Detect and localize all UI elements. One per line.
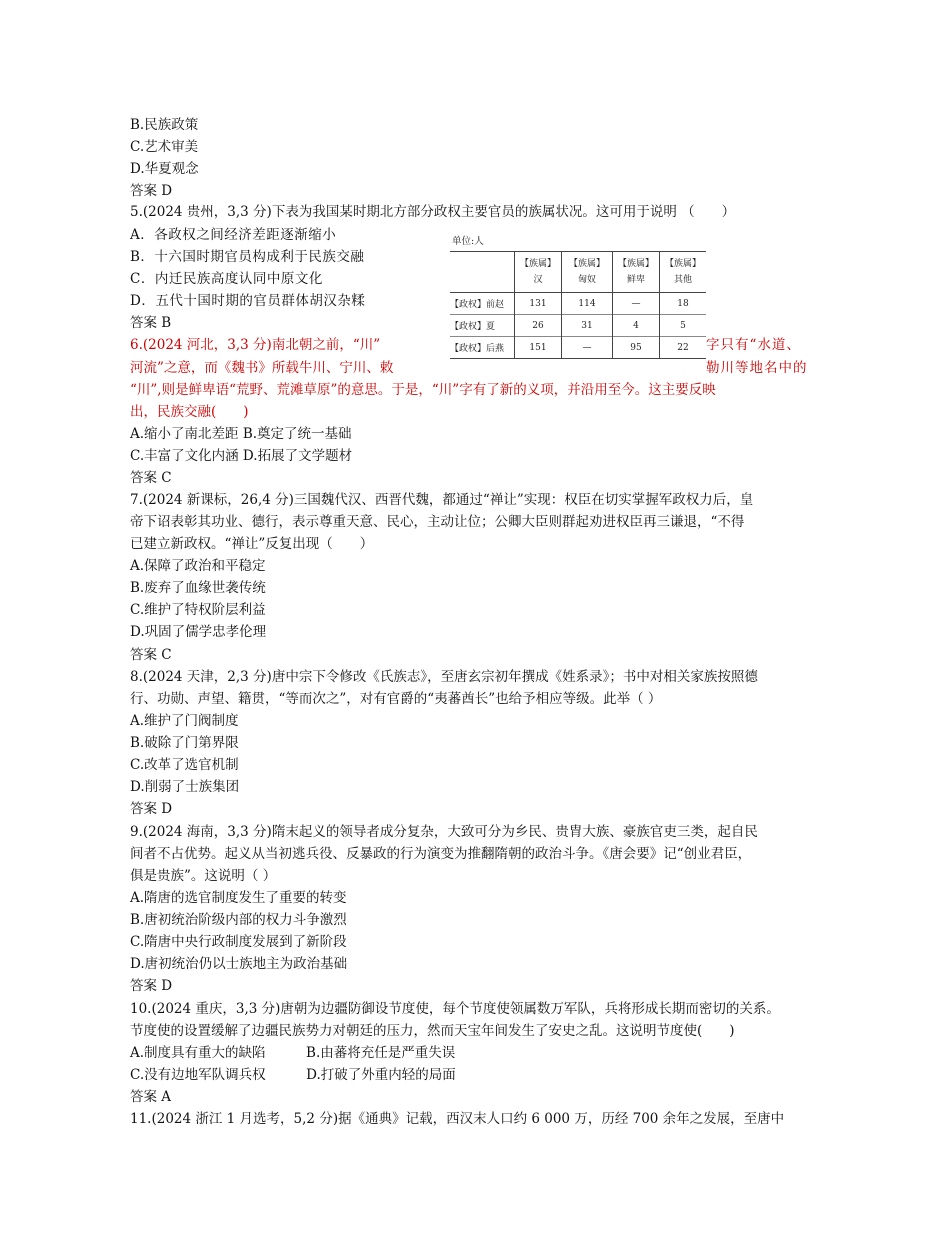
question-11-stem-1: 11.(2024 浙江 1 月选考，5,2 分)据《通典》记载，西汉末人口约 6 000 万，历经 700 余年之发展，至唐中 — [130, 1111, 785, 1127]
question-9-stem-3: 俱是贵族”。这说明（ ） — [130, 868, 277, 884]
q8-option-c: C.改革了选官机制 — [130, 757, 239, 773]
table-cell: 【政权】夏 — [450, 315, 515, 337]
table-row — [450, 315, 706, 337]
q9-option-b: B.唐初统治阶级内部的权力斗争激烈 — [130, 912, 347, 928]
table-header-row — [450, 252, 706, 293]
q9-option-a: A.隋唐的选官制度发生了重要的转变 — [130, 890, 347, 906]
question-6-stem-part2-right: 勒川等地名中的 — [706, 360, 808, 376]
q10-options-cd: C.没有边地军队调兵权 D.打破了外重内轻的局面 — [130, 1067, 456, 1083]
table-cell: 4 — [613, 315, 660, 337]
table-cell: 【政权】前赵 — [450, 293, 515, 315]
q6-options-cd: C.丰富了文化内涵 D.拓展了文学题材 — [130, 448, 353, 464]
table-header-cell: 【族属】 鲜卑 — [613, 252, 660, 293]
table-header-cell: 【族属】 其他 — [660, 252, 707, 293]
table-cell: 114 — [562, 293, 613, 315]
answer-q5: 答案 B — [130, 315, 172, 331]
question-6-stem-part1: 6.(2024 河北，3,3 分)南北朝之前，“川” — [130, 337, 381, 353]
question-10-stem-1: 10.(2024 重庆，3,3 分)唐朝为边疆防御设节度使，每个节度使领属数万军队，兵将形成长期而密切的关系。 — [130, 1001, 780, 1017]
table-cell: 95 — [613, 337, 660, 359]
q7-option-b: B.废弃了血缘世袭传统 — [130, 580, 266, 596]
table-cell: 151 — [515, 337, 562, 359]
table-header-cell: 【族属】 汉 — [515, 252, 562, 293]
q5-option-c: C．内迁民族高度认同中原文化 — [130, 271, 323, 287]
table-cell: 131 — [515, 293, 562, 315]
answer-q8: 答案 D — [130, 801, 173, 817]
question-5-stem: 5.(2024 贵州，3,3 分)下表为我国某时期北方部分政权主要官员的族属状况。这可用于说明 （ ） — [130, 204, 736, 220]
question-8-stem-1: 8.(2024 天津，2,3 分)唐中宗下令修改《氏族志》，至唐玄宗初年撰成《姓系录》；书中对相关家族按照德 — [130, 669, 758, 685]
q7-option-c: C.维护了特权阶层利益 — [130, 602, 266, 618]
table-cell: 31 — [562, 315, 613, 337]
table-row — [450, 293, 706, 315]
table-cell: — — [562, 337, 613, 359]
table-cell: 22 — [660, 337, 707, 359]
question-7-stem-3: 已建立新政权。“禅让”反复出现（ ） — [130, 536, 374, 552]
q5-option-a: A．各政权之间经济差距逐渐缩小 — [130, 227, 337, 243]
question-8-stem-2: 行、功勋、声望、籍贯，“等而次之”，对有官爵的“夷蕃酋长”也给予相应等级。此举（ ） — [130, 691, 662, 707]
q5-option-b: B．十六国时期官员构成利于民族交融 — [130, 249, 365, 265]
table-cell: 【政权】后燕 — [450, 337, 515, 359]
table-header-corner — [450, 252, 515, 293]
q5-option-d: D．五代十国时期的官员群体胡汉杂糅 — [130, 293, 366, 309]
q6-options-ab: A.缩小了南北差距 B.奠定了统一基础 — [130, 426, 352, 442]
answer-q6: 答案 C — [130, 470, 172, 486]
option-b-q4: B.民族政策 — [130, 117, 199, 133]
q9-option-d: D.唐初统治仍以士族地主为政治基础 — [130, 956, 348, 972]
table-cell: — — [613, 293, 660, 315]
answer-q10: 答案 A — [130, 1089, 172, 1105]
ethnicity-table — [450, 251, 706, 359]
q7-option-d: D.巩固了儒学忠孝伦理 — [130, 624, 267, 640]
question-7-stem-1: 7.(2024 新课标，26,4 分)三国魏代汉、西晋代魏，都通过“禅让”实现：权臣在切实掌握军政权力后，皇 — [130, 492, 754, 508]
table-cell: 18 — [660, 293, 707, 315]
answer-q9: 答案 D — [130, 978, 173, 994]
question-6-stem-part1-right: 字只有“水道、 — [706, 337, 801, 353]
question-6-stem-part2: 河流”之意，而《魏书》所载牛川、宁川、敕 — [130, 360, 394, 376]
answer-q4: 答案 D — [130, 183, 173, 199]
q8-option-a: A.维护了门阀制度 — [130, 713, 239, 729]
q9-option-c: C.隋唐中央行政制度发展到了新阶段 — [130, 934, 347, 950]
table-header-cell: 【族属】 匈奴 — [562, 252, 613, 293]
table-unit-label: 单位:人 — [452, 236, 484, 247]
question-7-stem-2: 帝下诏表彰其功业、德行，表示尊重天意、民心，主动让位；公卿大臣则群起劝进权臣再三谦退，“不得 — [130, 514, 745, 530]
answer-q7: 答案 C — [130, 647, 172, 663]
question-10-stem-2: 节度使的设置缓解了边疆民族势力对朝廷的压力，然而天宝年间发生了安史之乱。这说明节度使( ) — [130, 1023, 735, 1039]
question-6-stem-part4: 出，民族交融( ) — [130, 404, 249, 420]
table-cell: 26 — [515, 315, 562, 337]
table-row — [450, 337, 706, 359]
table-cell: 5 — [660, 315, 707, 337]
question-9-stem-1: 9.(2024 海南，3,3 分)隋末起义的领导者成分复杂，大致可分为乡民、贵胄大族、豪族官吏三类，起自民 — [130, 824, 758, 840]
q8-option-d: D.削弱了士族集团 — [130, 779, 240, 795]
q7-option-a: A.保障了政治和平稳定 — [130, 558, 266, 574]
q10-options-ab: A.制度具有重大的缺陷 B.由蕃将充任是严重失误 — [130, 1045, 456, 1061]
question-9-stem-2: 间者不占优势。起义从当初逃兵役、反暴政的行为演变为推翻隋朝的政治斗争。《唐会要》记“创业君臣， — [130, 846, 752, 862]
option-c-q4: C.艺术审美 — [130, 139, 199, 155]
option-d-q4: D.华夏观念 — [130, 161, 199, 177]
q8-option-b: B.破除了门第界限 — [130, 735, 239, 751]
question-6-stem-part3: “川”,则是鲜卑语“荒野、荒滩草原”的意思。于是，“川”字有了新的义项，并沿用至今。这主要反映 — [130, 382, 716, 398]
